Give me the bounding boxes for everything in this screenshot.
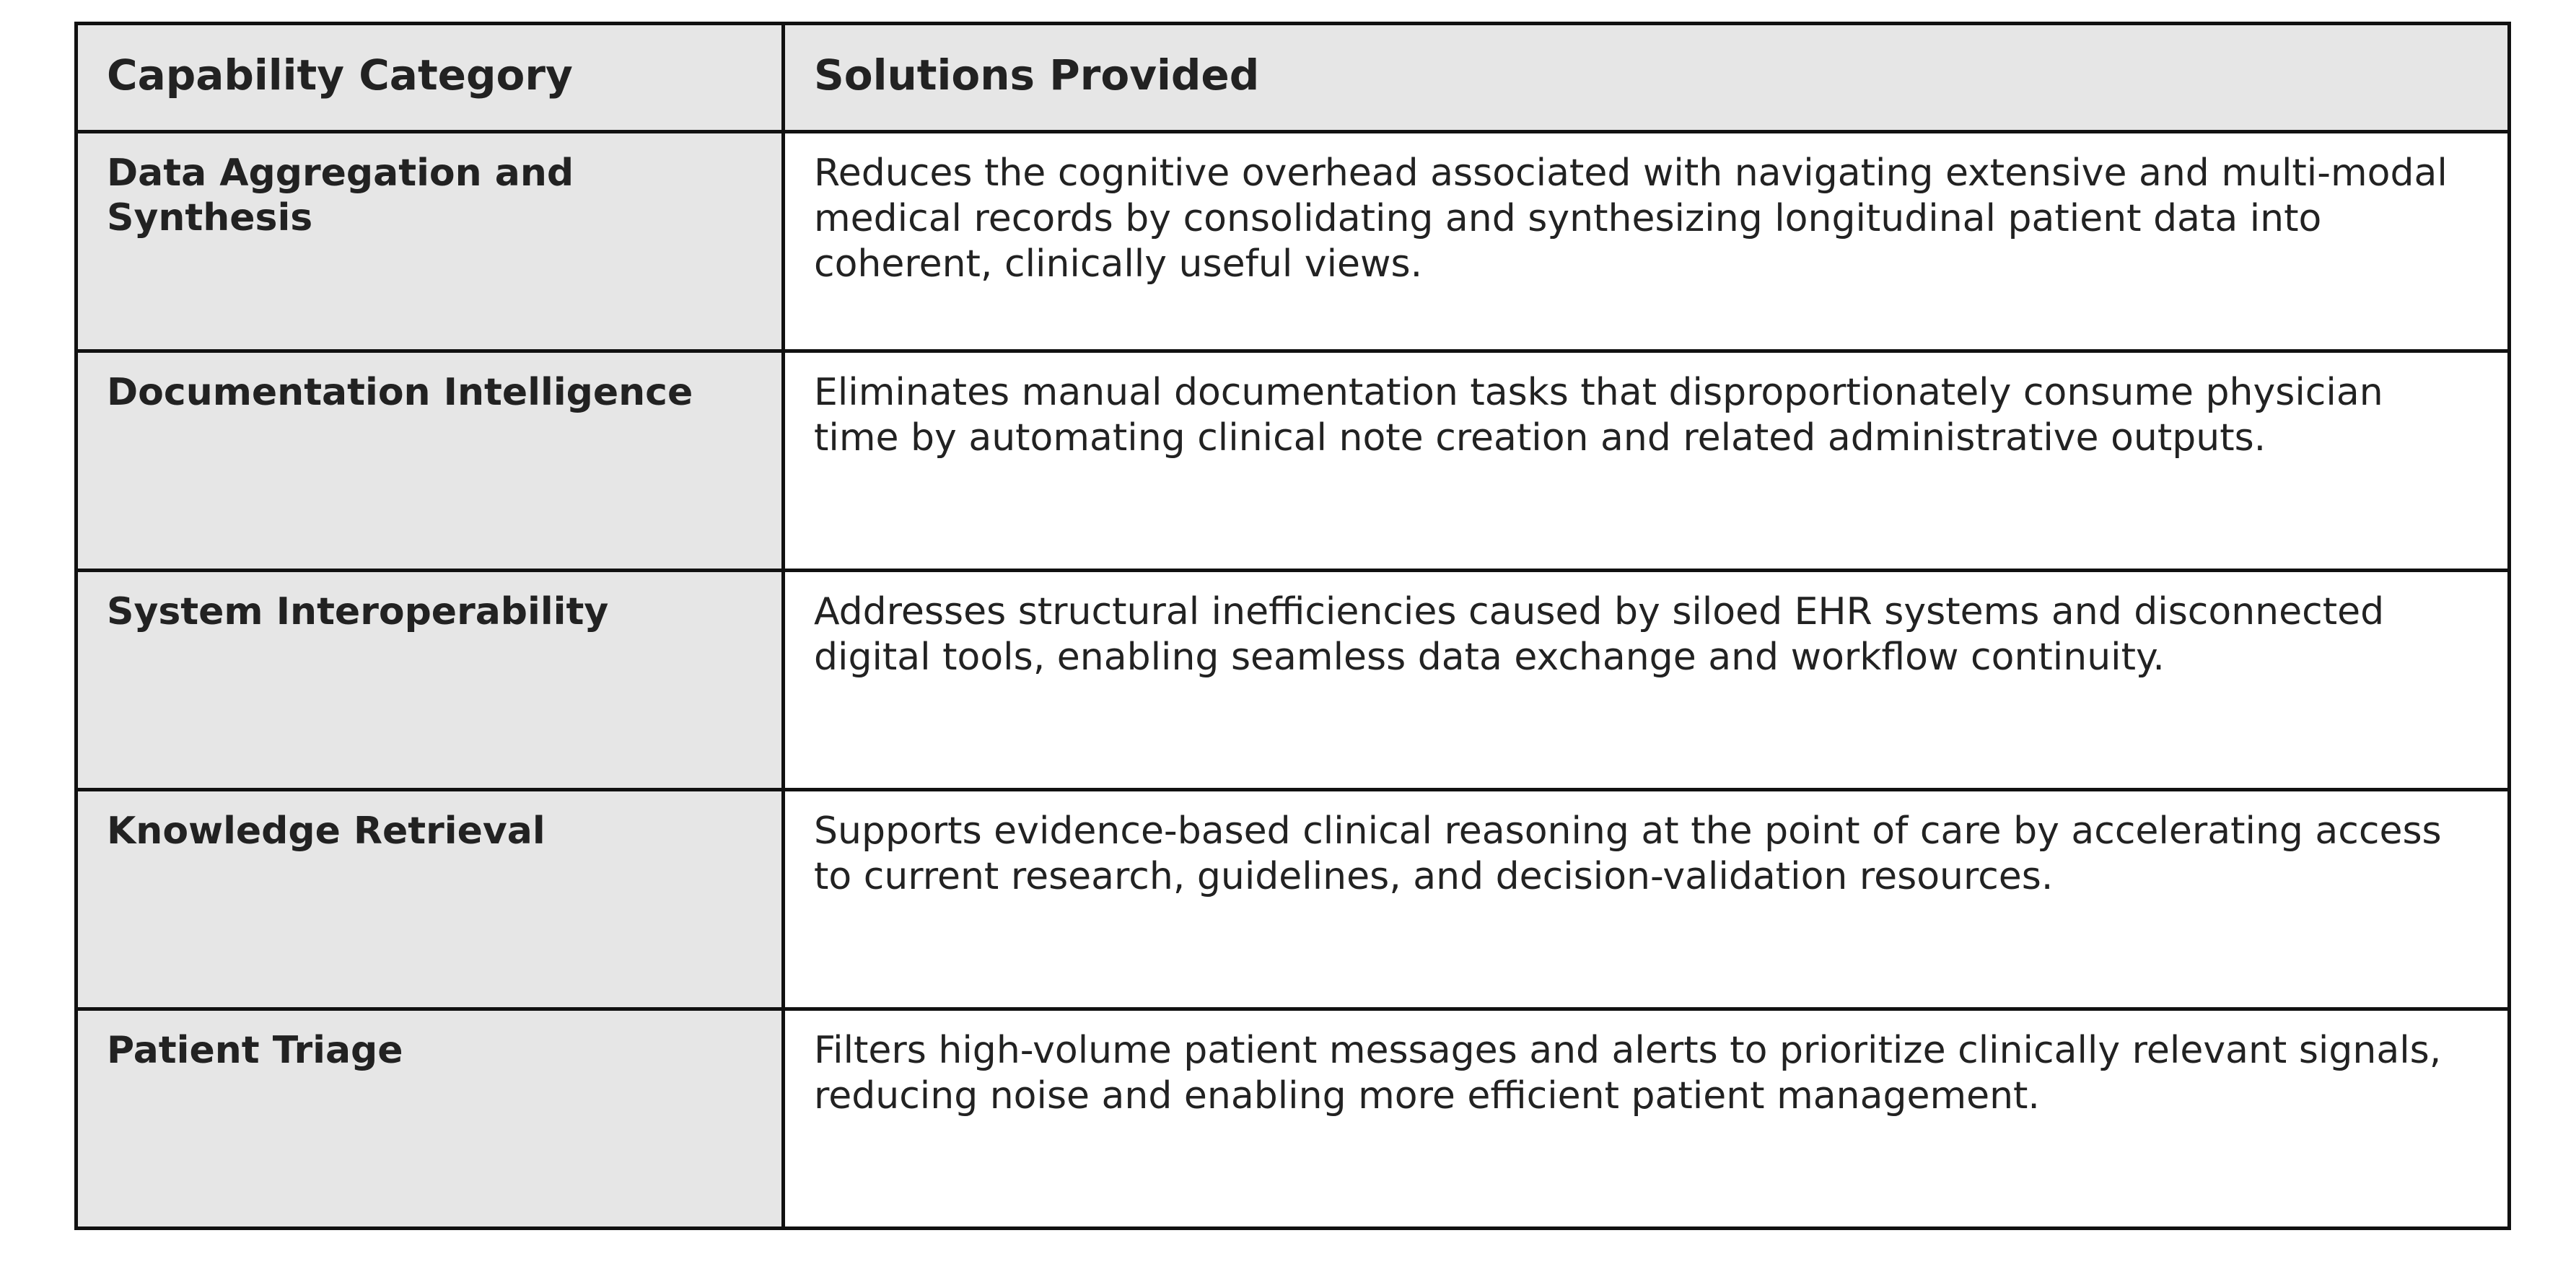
solution-cell: Filters high-volume patient messages and alerts to prioritize clinically relevant signals, reducing noise and enabling more efficient patient management. bbox=[784, 1009, 2510, 1229]
category-cell: Knowledge Retrieval bbox=[76, 790, 784, 1009]
table-row bbox=[76, 1009, 2510, 1229]
table-row bbox=[76, 790, 2510, 1009]
table-row bbox=[76, 132, 2510, 351]
solution-cell: Supports evidence-based clinical reasoning at the point of care by accelerating access to current research, guidelines, and decision-validation resources. bbox=[784, 790, 2510, 1009]
table-row bbox=[76, 351, 2510, 571]
category-cell: Data Aggregation and Synthesis bbox=[76, 132, 784, 351]
solution-cell: Reduces the cognitive overhead associated with navigating extensive and multi-modal medical records by consolidating and synthesizing longitudinal patient data into coherent, clinically useful views. bbox=[784, 132, 2510, 351]
category-cell: Documentation Intelligence bbox=[76, 351, 784, 571]
category-cell: Patient Triage bbox=[76, 1009, 784, 1229]
table-header-row bbox=[76, 24, 2510, 132]
solution-cell: Addresses structural inefficiencies caused by siloed EHR systems and disconnected digital tools, enabling seamless data exchange and workflow continuity. bbox=[784, 571, 2510, 790]
capability-table bbox=[74, 22, 2511, 1230]
header-capability-category: Capability Category bbox=[76, 24, 784, 132]
header-solutions-provided: Solutions Provided bbox=[784, 24, 2510, 132]
solution-cell: Eliminates manual documentation tasks that disproportionately consume physician time by automating clinical note creation and related administrative outputs. bbox=[784, 351, 2510, 571]
category-cell: System Interoperability bbox=[76, 571, 784, 790]
table-row bbox=[76, 571, 2510, 790]
